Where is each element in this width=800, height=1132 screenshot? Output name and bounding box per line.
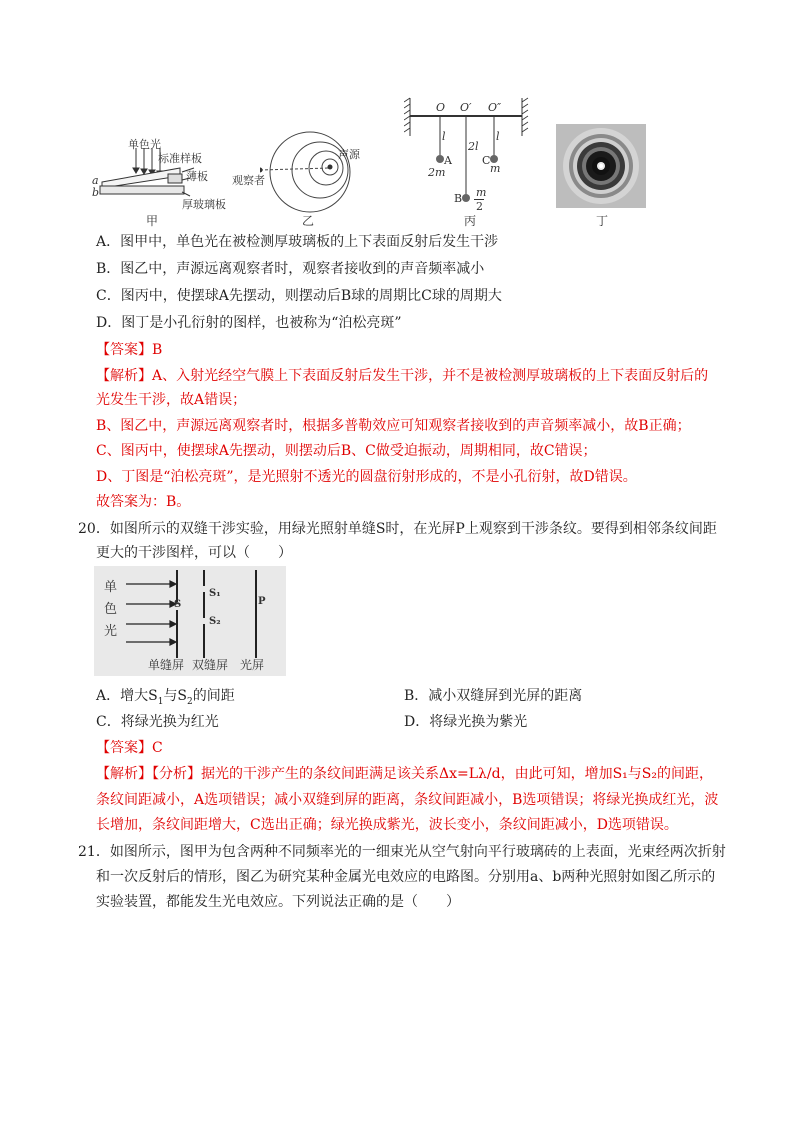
fig-bing-A-mass: 2m [428, 166, 446, 179]
fig-bing-A: A [444, 154, 452, 167]
fig-bing-B-mass-den: 2 [476, 200, 483, 213]
fig-jia-thin-plate: 薄板 [186, 170, 208, 183]
figure-bing [404, 96, 534, 216]
fig-bing-l-left: l [442, 130, 446, 143]
q20-option-a-mid: 与S [163, 688, 188, 704]
q20-answer-value: C [152, 740, 163, 756]
q20-answer [96, 738, 163, 758]
q19-analysis-text-1: A、入射光经空气膜上下表面反射后发生干涉，并不是被检测厚玻璃板的上下表面反射后的 [152, 368, 709, 384]
q20-option-a-sub1: 1 [157, 696, 164, 707]
q19-analysis-line-1 [96, 366, 708, 386]
q20-fig-double-slit: 双缝屏 [192, 658, 229, 672]
q19-analysis-tag: 【解析】 [96, 368, 152, 384]
fig-bing-l-mid: 2l [468, 140, 479, 153]
q20-answer-tag: 【答案】 [96, 740, 152, 756]
fig-jia-mono-light: 单色光 [128, 138, 161, 151]
q20-fig-light-2: 色 [104, 602, 118, 617]
q19-answer [96, 340, 162, 360]
fig-bing-C: C [482, 154, 491, 167]
q20-option-d: D．将绿光换为紫光 [404, 714, 528, 730]
q19-analysis-line-5: D、丁图是“泊松亮斑”，是光照射不透光的圆盘衍射形成的，不是小孔衍射，故D错误。 [96, 469, 637, 485]
q20-stem-line-1: 20．如图所示的双缝干涉实验，用绿光照射单缝S时，在光屏P上观察到干涉条纹。要得到相邻条纹间距 [78, 521, 717, 537]
q20-analysis-line-2: 条纹间距减小，A选项错误；减小双缝到屏的距离，条纹间距减小，B选项错误；将绿光换成红光，波 [96, 792, 719, 808]
q20-fig-S2: S₂ [209, 616, 221, 627]
q20-option-a-sub2: 2 [187, 696, 193, 707]
fig-bing-label: 丙 [464, 214, 477, 228]
q20-fig-P: P [258, 596, 266, 607]
fig-jia-label: 甲 [146, 214, 159, 228]
q20-analysis-line-3: 长增加，条纹间距增大，C选出正确；绿光换成紫光，波长变小，条纹间距减小，D选项错误。 [96, 817, 678, 833]
q21-stem-line-3: 实验装置，都能发生光电效应。下列说法正确的是（ ） [96, 894, 460, 910]
q20-option-a-pre: A．增大S [96, 688, 158, 704]
q19-analysis-line-4: C、图丙中，使摆球A先摆动，则摆动后B、C做受迫振动，周期相同，故C错误； [96, 443, 597, 459]
q20-fig-light-3: 光 [104, 624, 118, 639]
q19-conclusion: 故答案为：B。 [96, 494, 191, 510]
q20-option-a-post: 的间距 [192, 688, 235, 704]
q19-option-c: C．图丙中，使摆球A先摆动，则摆动后B球的周期比C球的周期大 [96, 288, 502, 304]
fig-bing-O: O [436, 101, 446, 114]
fig-yi-observer: 观察者 [232, 174, 265, 187]
fig-jia-b: b [92, 186, 100, 199]
fig-ding-label: 丁 [596, 214, 609, 228]
fig-bing-l-right: l [496, 130, 500, 143]
q19-option-d: D．图丁是小孔衍射的图样，也被称为“泊松亮斑” [96, 315, 402, 331]
q20-analysis-line-1: 【解析】【分析】据光的干涉产生的条纹间距满足该关系Δx=Lλ/d，由此可知，增加S₁与S₂的间距， [96, 766, 713, 782]
q20-fig-S: S [174, 599, 182, 610]
figure-yi [260, 128, 370, 218]
q21-stem-line-2: 和一次反射后的情形，图乙为研究某种金属光电效应的电路图。分别用a、b两种光照射如图乙所示的 [96, 869, 716, 885]
q20-option-b: B．减小双缝屏到光屏的距离 [404, 688, 583, 704]
figure-ding-poisson-spot [556, 124, 646, 208]
q19-answer-tag: 【答案】 [96, 342, 152, 358]
q19-analysis-line-3: B、图乙中，声源远离观察者时，根据多普勒效应可知观察者接收到的声音频率减小，故B正确； [96, 418, 691, 434]
fig-jia-thick-glass: 厚玻璃板 [182, 198, 226, 211]
q19-option-a: A．图甲中，单色光在被检测厚玻璃板的上下表面反射后发生干涉 [96, 234, 499, 250]
q20-option-c: C．将绿光换为红光 [96, 714, 219, 730]
fig-yi-label: 乙 [302, 214, 315, 228]
q20-stem-line-2: 更大的干涉图样，可以（ ） [96, 545, 292, 561]
fig-bing-B: B [454, 192, 463, 205]
q21-stem-line-1: 21．如图所示，图甲为包含两种不同频率光的一细束光从空气射向平行玻璃砖的上表面，光束经两次折射 [78, 844, 726, 860]
fig-bing-O2: O″ [488, 101, 502, 114]
q19-analysis-line-2: 光发生干涉，故A错误； [96, 392, 247, 408]
fig-jia-a: a [92, 174, 99, 187]
q20-option-a [96, 686, 235, 712]
q20-fig-single-slit: 单缝屏 [148, 658, 185, 672]
q19-option-b: B．图乙中，声源远离观察者时，观察者接收到的声音频率减小 [96, 261, 485, 277]
fig-bing-O1: O′ [460, 101, 472, 114]
q20-fig-light-1: 单 [104, 580, 118, 595]
fig-jia-std-plate: 标准样板 [158, 152, 202, 165]
q20-fig-screen: 光屏 [240, 658, 265, 672]
fig-bing-B-mass-num: m [476, 186, 487, 199]
fig-yi-source: 声源 [338, 148, 360, 161]
q20-fig-S1: S₁ [209, 588, 221, 599]
fig-bing-C-mass: m [490, 162, 501, 175]
q19-answer-value: B [152, 342, 163, 358]
